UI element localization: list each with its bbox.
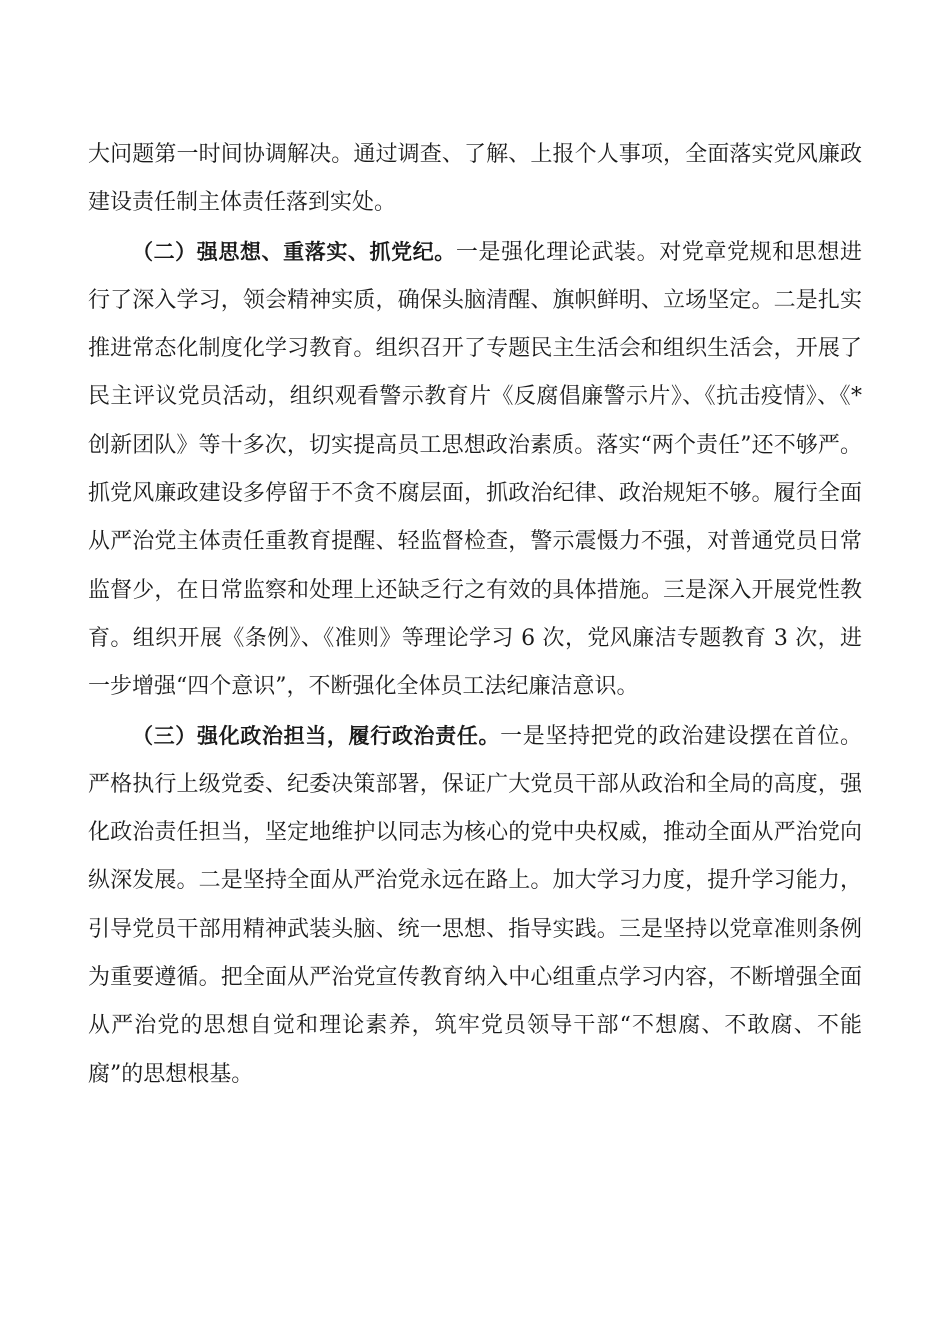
paragraph-text: 一是坚持把党的政治建设摆在首位。严格执行上级党委、纪委决策部署，保证广大党员干部从政治和全局的高度，强化政治责任担当，坚定地维护以同志为核心的党中央权威，推动全面从严治党向纵深发展。二是坚持全面从严治党永远在路上。加大学习力度，提升学习能力，引导党员干部用精神武装头脑、统一思想、指导实践。三是坚持以党章准则条例为重要遵循。把全面从严治党宣传教育纳入中心组重点学习内容，不断增强全面从严治党的思想自觉和理论素养，筑牢党员领导干部“不想腐、不敢腐、不能腐”的思想根基。 <box>88 723 862 1087</box>
paragraph-text: 大问题第一时间协调解决。通过调查、了解、上报个人事项，全面落实党风廉政建设责任制主体责任落到实处。 <box>88 142 862 216</box>
paragraph-text: 一是强化理论武装。对党章党规和思想进行了深入学习，领会精神实质，确保头脑清醒、旗帜鲜明、立场坚定。二是扎实推进常态化制度化学习教育。组织召开了专题民主生活会和组织生活会，开展了民主评议党员活动，组织观看警示教育片《反腐倡廉警示片》、《抗击疫情》、《*创新团队》等十多次，切实提高员工思想政治素质。落实“两个责任”还不够严。抓党风廉政建设多停留于不贪不腐层面，抓政治纪律、政治规矩不够。履行全面从严治党主体责任重教育提醒、轻监督检查，警示震慑力不强，对普通党员日常监督少，在日常监察和处理上还缺乏行之有效的具体措施。三是深入开展党性教育。组织开展《条例》、《准则》等理论学习 6 次，党风廉洁专题教育 3 次，进一步增强“四个意识”，不断强化全体员工法纪廉洁意识。 <box>88 239 862 700</box>
paragraph-section-3 <box>88 712 862 1099</box>
paragraph-section-2 <box>88 228 862 712</box>
section-heading-3: （三）强化政治担当，履行政治责任。 <box>132 723 501 748</box>
document-body <box>88 131 862 1099</box>
paragraph-continuation <box>88 131 862 228</box>
section-heading-2: （二）强思想、重落实、抓党纪。 <box>132 239 456 264</box>
